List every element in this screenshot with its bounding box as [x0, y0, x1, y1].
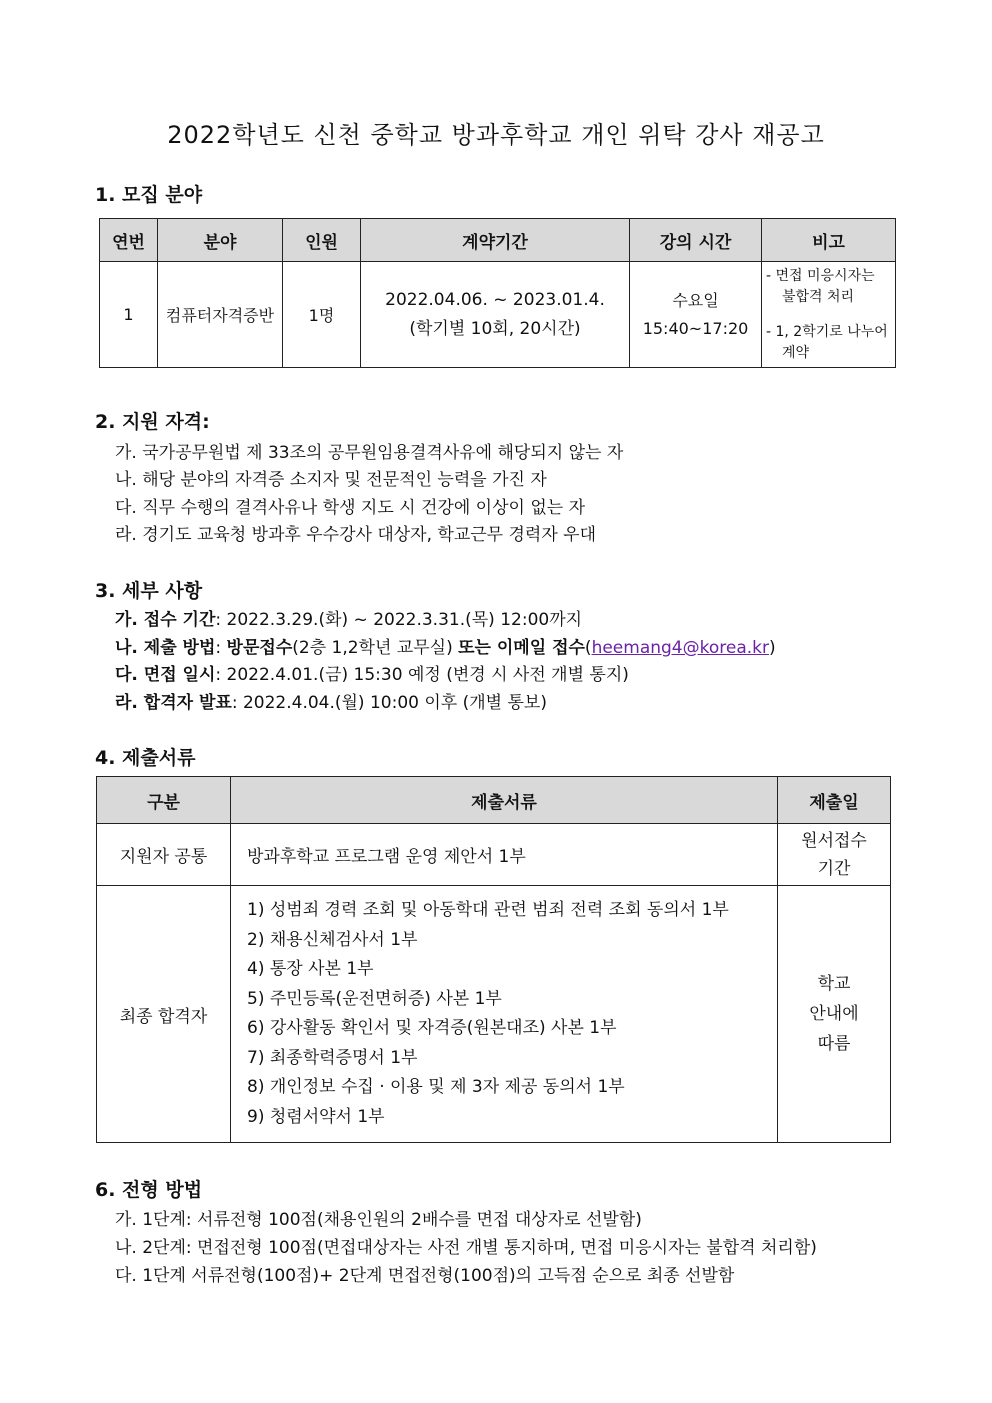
date-line: 따름	[817, 1034, 851, 1054]
list-item: 9) 청렴서약서 1부	[247, 1106, 385, 1127]
note-line: - 1, 2학기로 나누어	[766, 323, 888, 340]
qualification-item: 나. 해당 분야의 자격증 소지자 및 전문적인 능력을 가진 자	[115, 470, 547, 490]
cell-date	[778, 886, 891, 1143]
time-day: 수요일	[672, 290, 719, 310]
cell-date	[778, 824, 891, 886]
col-header-documents: 제출서류	[231, 777, 778, 824]
documents-table	[96, 776, 891, 1143]
col-header-date: 제출일	[778, 777, 891, 824]
time-hours: 15:40~17:20	[642, 318, 749, 338]
page-title: 2022학년도 신천 중학교 방과후학교 개인 위탁 강사 재공고	[167, 121, 825, 149]
cell-documents-list	[231, 886, 778, 1143]
cell-note	[762, 262, 896, 368]
section3-heading: 3. 세부 사항	[95, 580, 203, 602]
section4-heading: 4. 제출서류	[95, 747, 196, 769]
list-item: 5) 주민등록(운전면허증) 사본 1부	[247, 988, 502, 1009]
selection-step: 나. 2단계: 면접전형 100점(면접대상자는 사전 개별 통지하며, 면접 미응시자는 불합격 처리함)	[115, 1238, 817, 1258]
detail-text: : 2022.4.01.(금) 15:30 예정 (변경 시 사전 개별 통지)	[215, 665, 629, 685]
detail-label: 다. 면접 일시	[115, 665, 216, 685]
col-header-field: 분야	[158, 219, 283, 262]
col-header-period: 계약기간	[361, 219, 630, 262]
col-header-time: 강의 시간	[630, 219, 762, 262]
table-row	[97, 824, 891, 886]
cell-count: 1명	[283, 262, 361, 368]
detail-submission-method	[115, 633, 776, 658]
detail-text: (2층 1,2학년 교무실)	[292, 638, 459, 658]
table-row	[100, 262, 896, 368]
list-item: 4) 통장 사본 1부	[247, 959, 374, 979]
qualification-item: 다. 직무 수행의 결격사유나 학생 지도 시 건강에 이상이 없는 자	[115, 498, 585, 518]
detail-text: : 2022.3.29.(화) ~ 2022.3.31.(목) 12:00까지	[215, 610, 583, 630]
detail-label: 라. 합격자 발표	[115, 693, 232, 713]
list-item: 1) 성범죄 경력 조회 및 아동학대 관련 범죄 전력 조회 동의서 1부	[247, 900, 729, 920]
detail-bold: 방문접수	[226, 638, 293, 658]
email-link[interactable]: heemang4@korea.kr	[591, 638, 769, 658]
detail-separator: :	[215, 638, 227, 658]
recruit-table	[99, 218, 896, 368]
date-line: 기간	[817, 858, 851, 879]
section1-heading: 1. 모집 분야	[95, 184, 203, 206]
detail-label: 나. 제출 방법	[115, 638, 216, 658]
note-line: 불합격 처리	[782, 288, 855, 305]
col-header-no: 연번	[100, 219, 158, 262]
detail-interview-date	[115, 660, 629, 685]
list-item: 2) 채용신체검사서 1부	[247, 929, 418, 950]
cell-field: 컴퓨터자격증반	[158, 262, 283, 368]
detail-announcement	[115, 688, 547, 713]
date-line: 학교	[817, 974, 851, 994]
cell-category: 최종 합격자	[97, 886, 231, 1143]
col-header-note: 비고	[762, 219, 896, 262]
col-header-category: 구분	[97, 777, 231, 824]
list-item: 6) 강사활동 확인서 및 자격증(원본대조) 사본 1부	[247, 1018, 617, 1038]
cell-document: 방과후학교 프로그램 운영 제안서 1부	[231, 824, 778, 886]
period-sessions: (학기별 10회, 20시간)	[409, 318, 581, 339]
note-line: - 면접 미응시자는	[766, 267, 875, 284]
detail-label: 가. 접수 기간	[115, 610, 216, 630]
list-item: 8) 개인정보 수집 · 이용 및 제 3자 제공 동의서 1부	[247, 1077, 625, 1097]
detail-text: : 2022.4.04.(월) 10:00 이후 (개별 통보)	[231, 693, 547, 713]
qualification-item: 가. 국가공무원법 제 33조의 공무원임용결격사유에 해당되지 않는 자	[115, 443, 624, 463]
cell-period	[361, 262, 630, 368]
qualification-item: 라. 경기도 교육청 방과후 우수강사 대상자, 학교근무 경력자 우대	[115, 525, 597, 545]
list-item: 7) 최종학력증명서 1부	[247, 1047, 418, 1068]
cell-no: 1	[100, 262, 158, 368]
date-line: 원서접수	[801, 830, 867, 851]
cell-time	[630, 262, 762, 368]
detail-receipt-period	[115, 605, 582, 630]
date-line: 안내에	[809, 1004, 859, 1024]
section2-heading: 2. 지원 자격:	[95, 411, 210, 433]
selection-step: 다. 1단계 서류전형(100점)+ 2단계 면접전형(100점)의 고득점 순으로 최종 선발함	[115, 1266, 735, 1286]
col-header-count: 인원	[283, 219, 361, 262]
period-dates: 2022.04.06. ~ 2023.01.4.	[385, 289, 605, 310]
section6-heading: 6. 전형 방법	[95, 1179, 203, 1201]
selection-step: 가. 1단계: 서류전형 100점(채용인원의 2배수를 면접 대상자로 선발함)	[115, 1210, 642, 1230]
note-line: 계약	[782, 344, 810, 361]
paren: (	[584, 638, 592, 658]
paren: )	[768, 638, 776, 658]
cell-category: 지원자 공통	[97, 824, 231, 886]
detail-bold: 또는 이메일 접수	[458, 638, 585, 658]
table-row	[97, 886, 891, 1143]
